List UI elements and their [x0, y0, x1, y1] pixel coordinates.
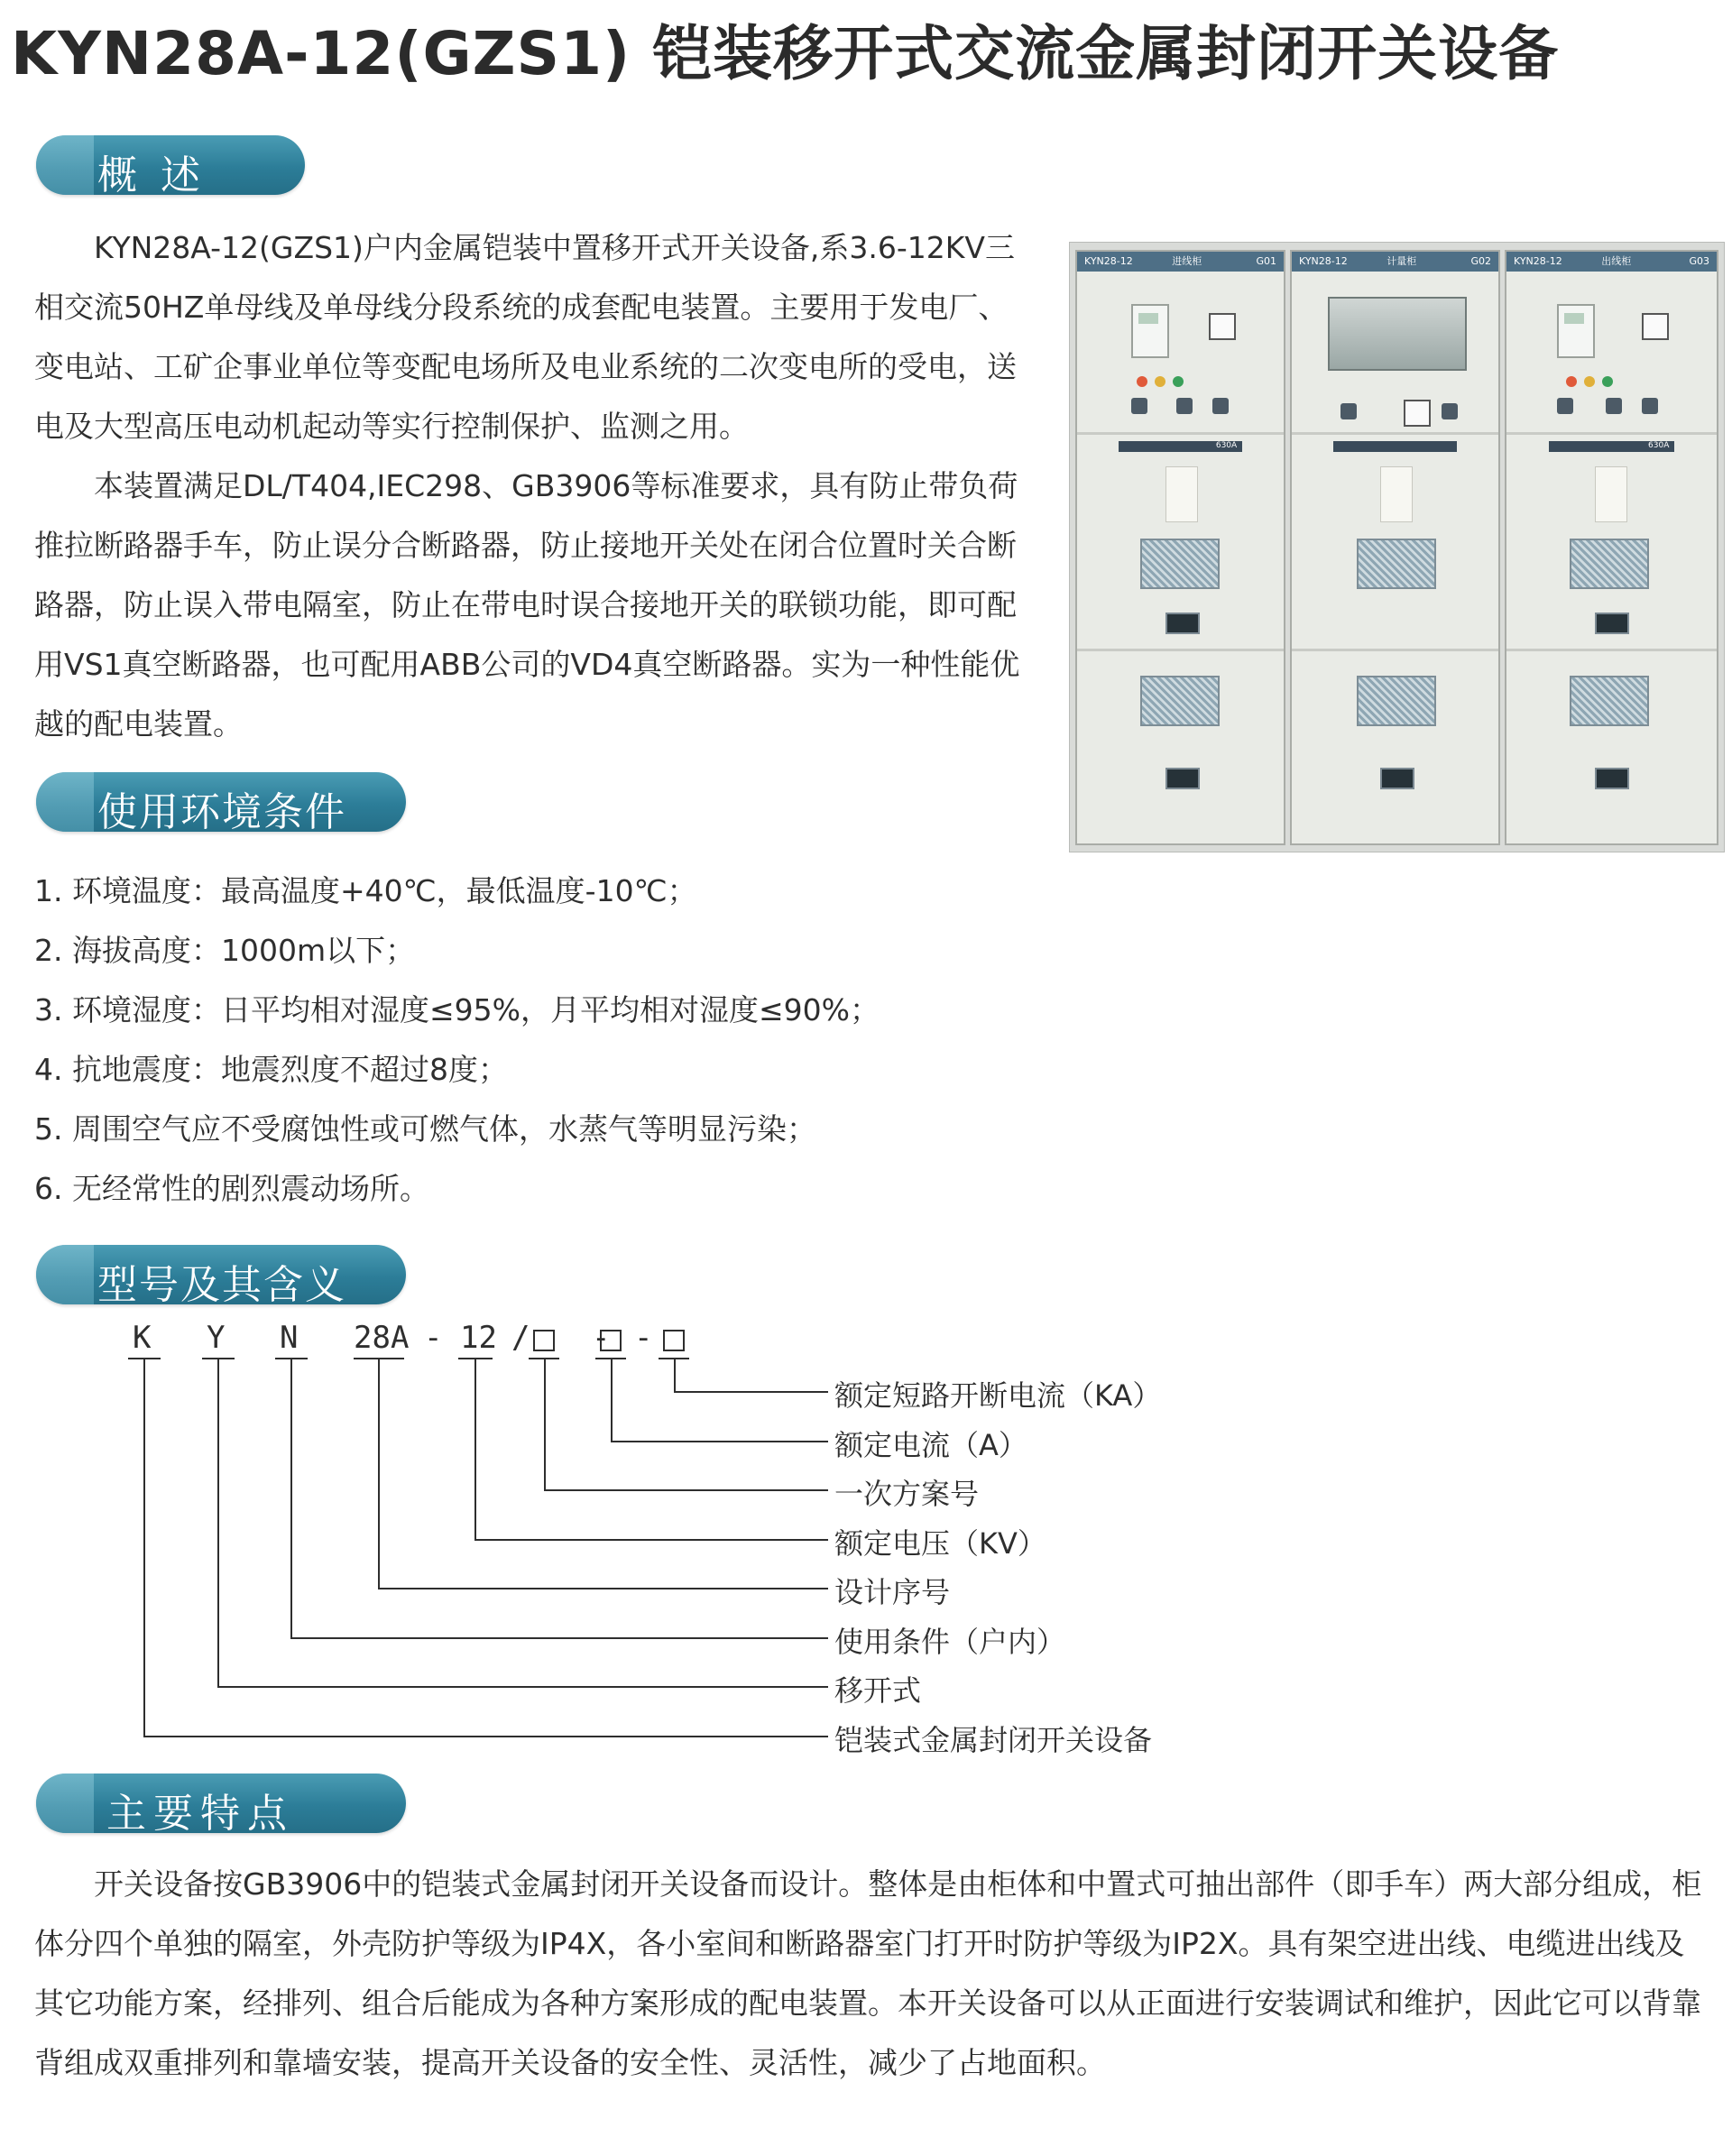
cabinet-rating: 630A — [1215, 441, 1238, 450]
list-item: 1. 环境温度：最高温度+40℃，最低温度-10℃； — [34, 873, 697, 908]
features-paragraph: 开关设备按GB3906中的铠装式金属封闭开关设备而设计。整体是由柜体和中置式可抽出部件（即手车）两大部分组成，柜体分四个单独的隔室，外壳防护等级为IP4X，各小室间和断路器室门打开时防护等级为IP2X。具有架空进出线、电缆进出线及其它功能方案，经排列、组合后能成为各种方案形成的配电装置。本开关设备可以从正面进行安装调试和维护，因此它可以背靠背组成双重排列和靠墙安装，提高开关设备的安全性、灵活性，减少了占地面积。 — [34, 1866, 1702, 2080]
model-meaning-scheme-number: 一次方案号 — [834, 1477, 980, 1511]
code-k: K — [133, 1320, 152, 1356]
model-meaning-withdrawable: 移开式 — [834, 1673, 922, 1708]
model-meaning-usage: 使用条件（户内） — [834, 1625, 1066, 1659]
section-heading-features — [36, 1774, 406, 1837]
cabinet-code: G02 — [1470, 255, 1491, 267]
list-item: 6. 无经常性的剧烈震动场所。 — [34, 1171, 429, 1206]
cabinet-code: G01 — [1256, 255, 1276, 267]
cabinet-model: KYN28-12 — [1084, 255, 1133, 267]
code-dash: - — [424, 1320, 443, 1356]
page-title: KYN28A-12(GZS1) 铠装移开式交流金属封闭开关设备 — [11, 19, 1560, 88]
list-item: 4. 抗地震度：地震烈度不超过8度； — [34, 1052, 508, 1087]
overview-paragraph-1: KYN28A-12(GZS1)户内金属铠装中置移开式开关设备,系3.6-12KV三相交流50HZ单母线及单母线分段系统的成套配电装置。主要用于发电厂、变电站、工矿企事业单位等变配电场所及电业系统的二次变电所的受电，送电及大型高压电动机起动等实行控制保护、监测之用。 — [34, 230, 1017, 444]
cabinet-model: KYN28-12 — [1514, 255, 1562, 267]
section-heading-label: 概 述 — [97, 152, 206, 198]
cabinet-name: 出线柜 — [1601, 255, 1632, 267]
list-item: 3. 环境湿度：日平均相对湿度≤95%，月平均相对湿度≤90%； — [34, 992, 880, 1027]
code-voltage: 12 — [460, 1320, 497, 1356]
model-meaning-armored: 铠装式金属封闭开关设备 — [834, 1723, 1153, 1757]
code-design-number: 28A — [354, 1320, 410, 1356]
model-meaning-breaking-current: 额定短路开断电流（KA） — [834, 1378, 1162, 1413]
code-n: N — [280, 1320, 299, 1356]
list-item: 5. 周围空气应不受腐蚀性或可燃气体，水蒸气等明显污染； — [34, 1111, 816, 1147]
list-item: 2. 海拔高度：1000m以下； — [34, 933, 416, 968]
cabinet-model: KYN28-12 — [1299, 255, 1348, 267]
section-heading-label: 型号及其含义 — [97, 1262, 346, 1308]
code-y: Y — [207, 1320, 226, 1356]
section-heading-label: 主要特点 — [106, 1791, 294, 1837]
cabinet-name: 计量柜 — [1387, 255, 1417, 267]
cabinet-code: G03 — [1689, 255, 1709, 267]
model-meaning-design-number: 设计序号 — [834, 1575, 951, 1609]
code-dash: - — [592, 1320, 611, 1356]
cabinet-name: 进线柜 — [1172, 255, 1202, 267]
section-heading-label: 使用环境条件 — [97, 789, 346, 835]
cabinet-rating: 630A — [1648, 441, 1670, 450]
code-dash: - — [634, 1320, 653, 1356]
model-meaning-rated-current: 额定电流（A） — [834, 1428, 1027, 1462]
code-slash: / — [511, 1320, 530, 1356]
overview-paragraph-2: 本装置满足DL/T404,IEC298、GB3906等标准要求，具有防止带负荷推拉断路器手车，防止误分合断路器，防止接地开关处在闭合位置时关合断路器，防止误入带电隔室，防止在带电时误合接地开关的联锁功能，即可配用VS1真空断路器，也可配用ABB公司的VD4真空断路器。实为一种性能优越的配电装置。 — [34, 468, 1020, 742]
model-meaning-rated-voltage: 额定电压（KV） — [834, 1526, 1046, 1561]
